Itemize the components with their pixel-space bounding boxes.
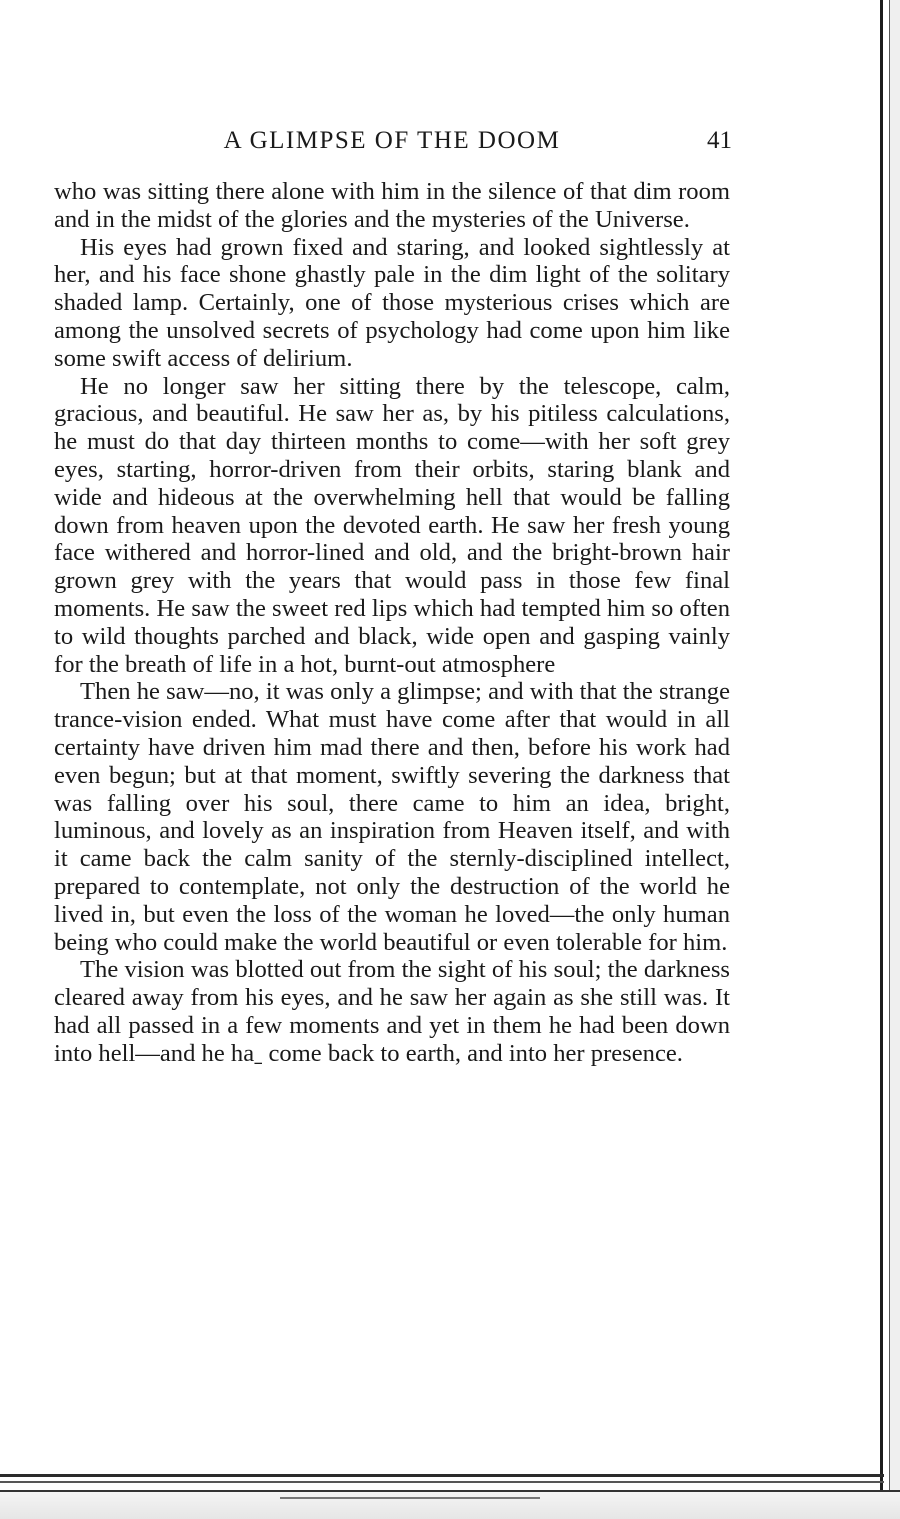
page-edge-bottom-mark — [280, 1497, 540, 1499]
paragraph: His eyes had grown fixed and staring, and looked sightlessly at her, and his face shone ghastly pale in the dim light of the solitary shaded lamp. Certainly, one of those mysterious crises which are among the unsolved secrets of psychology had come upon him like some swift access of delirium. — [54, 233, 730, 372]
paragraph: Then he saw—no, it was only a glimpse; and with that the strange trance-vision ended. What must have come after that would in all certainty have driven him mad there and then, before his work had even begun; but at that moment, swiftly severing the darkness that was falling over his soul, there came to him an idea, bright, luminous, and lovely as an inspiration from Heaven itself, and with it came back the calm sanity of the sternly-disciplined intellect, prepared to contemplate, not only the destruction of the world he lived in, but even the loss of the woman he loved—the only human being who could make the world beautiful or even tolerable for him. — [54, 678, 730, 956]
page-header — [52, 123, 732, 159]
page-edge-right-shadow — [889, 0, 900, 1517]
page-edge-bottom-line — [0, 1481, 884, 1483]
page-number: 41 — [707, 127, 732, 154]
body-text — [54, 178, 730, 1068]
page-edge-bottom-shadow — [0, 1490, 900, 1519]
paragraph: He no longer saw her sitting there by the telescope, calm, gracious, and beautiful. He saw her as, by his pitiless calculations, he must do that day thirteen months to come—with her soft grey eyes, starting, horror-driven from their orbits, staring blank and wide and hideous at the overwhelming hell that would be falling down from heaven upon the devoted earth. He saw her fresh young face withered and horror-lined and old, and the bright-brown hair grown grey with the years that would pass in those few final moments. He saw the sweet red lips which had tempted him so often to wild thoughts parched and black, wide open and gasping vainly for the breath of life in a hot, burnt-out atmosphere — [54, 372, 730, 678]
paragraph: The vision was blotted out from the sight of his soul; the darkness cleared away from his eyes, and he saw her again as she still was. It had all passed in a few moments and yet in them he had been down into hell—and he haˍ come back to earth, and into her presence. — [54, 956, 730, 1067]
paragraph-continuation: who was sitting there alone with him in the silence of that dim room and in the midst of the glories and the mysteries of the Universe. — [54, 178, 730, 233]
page-edge-bottom — [0, 1474, 884, 1477]
running-title: A GLIMPSE OF THE DOOM — [223, 127, 561, 154]
